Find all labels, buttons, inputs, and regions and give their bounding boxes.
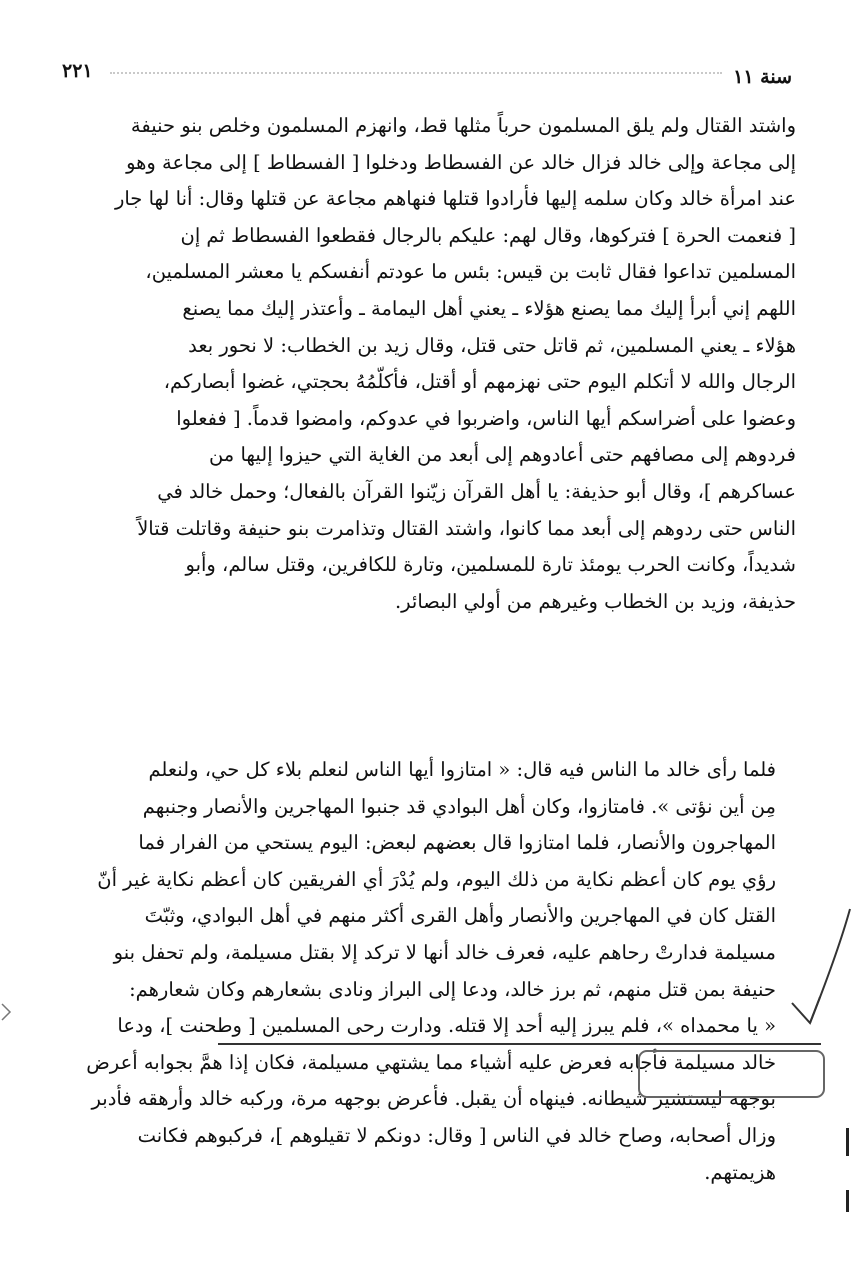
text-line: حنيفة بمن قتل منهم، ثم برز خالد، ودعا إلى البراز ونادى بشعارهم وكان شعارهم:	[129, 977, 776, 1001]
text-line: هؤلاء ـ يعني المسلمين، ثم قاتل حتى قتل، وقال زيد بن الخطاب: لا نحور بعد	[188, 333, 796, 357]
text-line: حذيفة، وزيد بن الخطاب وغيرهم من أولي البصائر.	[394, 589, 796, 613]
running-head-year: سنة ١١	[733, 66, 792, 88]
text-line: عند امرأة خالد وكان سلمه إليها فأرادوا قتلها فنهاهم مجاعة عن قتلها وقال: أنا لها جار	[114, 187, 796, 211]
paragraph-2	[56, 752, 796, 1191]
page-header	[62, 52, 792, 92]
margin-arrow-icon	[0, 1000, 12, 1024]
text-line: المسلمين تداعوا فقال ثابت بن قيس: بئس ما عودتم أنفسكم يا معشر المسلمين،	[145, 260, 796, 284]
text-line: الناس حتى ردوهم إلى أبعد مما كانوا، واشتد القتال وتذامرت بنو حنيفة وقاتلت قتالاً	[137, 516, 796, 540]
text-line: القتل كان في المهاجرين والأنصار وأهل القرى أكثر منهم في أهل البوادي، وثبّتَ	[144, 904, 776, 928]
text-line: فلما رأى خالد ما الناس فيه قال: « امتازوا أيها الناس لنعلم بلاء كل حي، ولنعلم	[148, 758, 776, 781]
text-line: وعضوا على أضراسكم أيها الناس، واضربوا في عدوكم، وامضوا قدماً. [ ففعلوا	[176, 406, 796, 430]
ink-underline	[218, 1043, 821, 1045]
text-line: مسيلمة فدارتْ رحاهم عليه، فعرف خالد أنها لا تركد إلا بقتل مسيلمة، ولم تحفل بنو	[113, 940, 776, 964]
header-dotted-rule	[110, 72, 722, 74]
text-line: « يا محمداه »، فلم يبرز إليه أحد إلا قتله. ودارت رحى المسلمين [ وطحنت ]، ودعا	[117, 1014, 776, 1038]
text-line: اللهم إني أبرأ إليك مما يصنع هؤلاء ـ يعني أهل اليمامة ـ وأعتذر إليك مما يصنع	[182, 296, 796, 320]
ink-box-highlight	[638, 1050, 825, 1098]
text-line: وزال أصحابه، وصاح خالد في الناس [ وقال: دونكم لا تقيلوهم ]، فركبوهم فكانت	[137, 1123, 776, 1147]
text-line: هزيمتهم.	[704, 1160, 776, 1184]
text-line: فردوهم إلى مصافهم حتى أعادوهم إلى أبعد من الغاية التي حيزوا إليها من	[208, 443, 796, 467]
page-number: ٢٢١	[62, 60, 93, 82]
margin-mark	[846, 1190, 849, 1212]
margin-mark	[846, 1128, 849, 1156]
text-line: [ فنعمت الحرة ] فتركوها، وقال لهم: عليكم بالرجال فقطعوا الفسطاط ثم إن	[180, 223, 796, 247]
text-line: واشتد القتال ولم يلق المسلمون حرباً مثلها قط، وانهزم المسلمون وخلص بنو حنيفة	[130, 114, 796, 137]
ink-arrow-icon	[780, 905, 852, 1030]
text-line: بوجهه ليستشير شيطانه. فينهاه أن يقبل. فأعرض بوجهه مرة، وركبه خالد وأرهقه فأدبر	[91, 1087, 776, 1111]
text-line: رؤي يوم كان أعظم نكاية من ذلك اليوم، ولم يُدْرَ أي الفريقين كان أعظم نكاية غير أنّ	[97, 867, 776, 891]
text-line: إلى مجاعة وإلى خالد فزال خالد عن الفسطاط ودخلوا [ الفسطاط ] إلى مجاعة وهو	[126, 150, 796, 174]
paragraph-1	[56, 108, 796, 620]
text-line: عساكرهم ]، وقال أبو حذيفة: يا أهل القرآن زيّنوا القرآن بالفعال؛ وحمل خالد في	[157, 479, 796, 503]
text-line: خالد مسيلمة فأجابه فعرض عليه أشياء مما يشتهي مسيلمة، فكان إذا همَّ بجوابه أعرض	[86, 1050, 776, 1074]
text-line: المهاجرون والأنصار، فلما امتازوا قال بعضهم لبعض: اليوم يستحي من الفرار فما	[138, 831, 776, 855]
text-line: مِن أين نؤتى ». فامتازوا، وكان أهل البوادي قد جنبوا المهاجرين والأنصار وجنبهم	[142, 794, 776, 818]
text-line: شديداً، وكانت الحرب يومئذ تارة للمسلمين، وتارة للكافرين، وقتل سالم، وأبو	[185, 553, 796, 577]
text-line: الرجال والله لا أتكلم اليوم حتى نهزمهم أو أقتل، فأكلّمُهُ بحجتي، غضوا أبصاركم،	[163, 370, 796, 394]
